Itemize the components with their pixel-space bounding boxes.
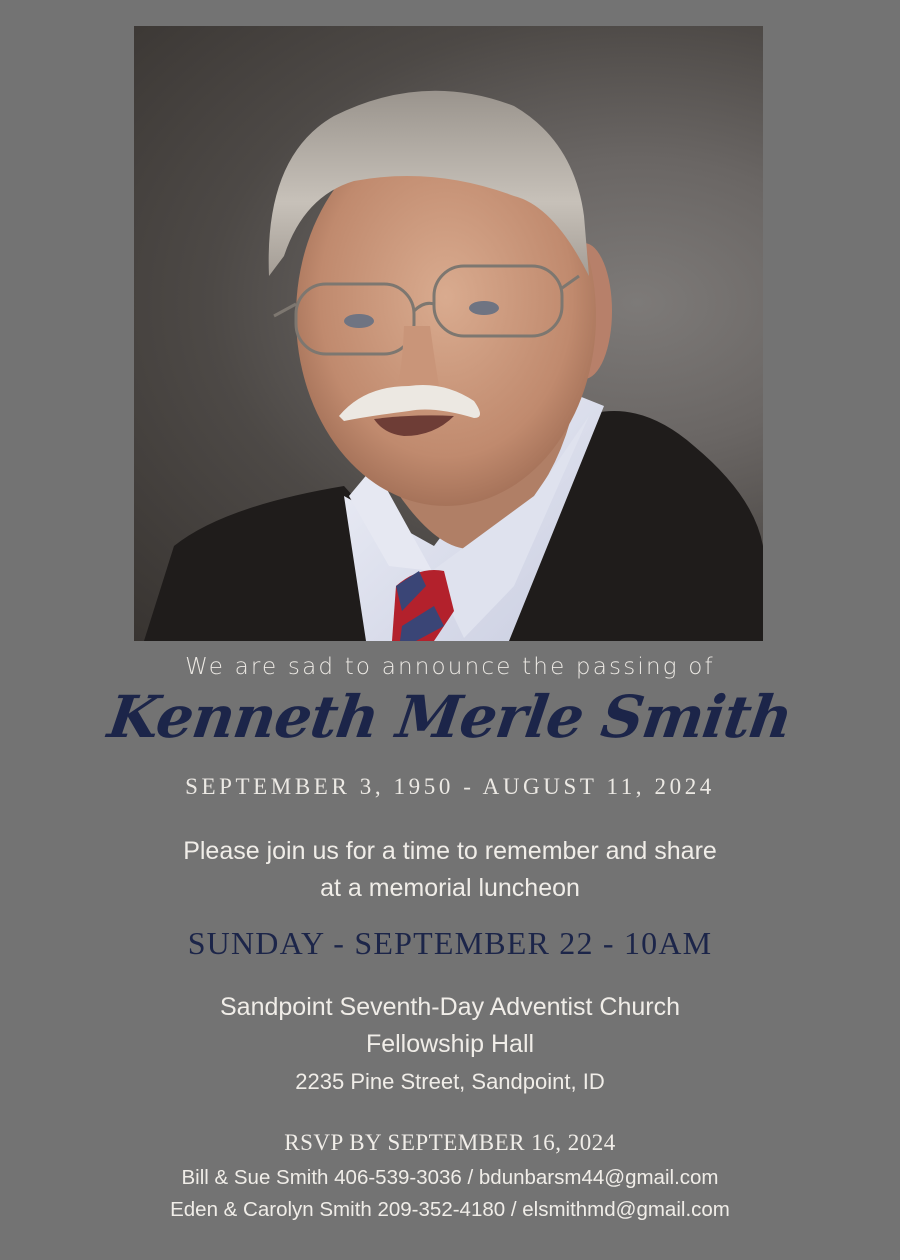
venue-block bbox=[0, 989, 900, 1100]
venue-room: Fellowship Hall bbox=[365, 1030, 535, 1058]
rsvp-heading: RSVP BY SEPTEMBER 16, 2024 bbox=[284, 1130, 616, 1155]
invitation-line-2: at a memorial luncheon bbox=[320, 874, 580, 902]
intro-text: We are sad to announce the passing of bbox=[185, 654, 715, 680]
portrait-illustration bbox=[134, 26, 763, 641]
rsvp-contact-2: Eden & Carolyn Smith 209-352-4180 / elsmithmd@gmail.com bbox=[170, 1198, 730, 1221]
invitation-line-1: Please join us for a time to remember and share bbox=[183, 837, 717, 865]
venue-name: Sandpoint Seventh-Day Adventist Church bbox=[220, 993, 680, 1021]
deceased-name: Kenneth Merle Smith bbox=[103, 683, 797, 751]
rsvp-contacts bbox=[0, 1162, 900, 1226]
venue-address: 2235 Pine Street, Sandpoint, ID bbox=[295, 1069, 605, 1094]
rsvp-contact-1: Bill & Sue Smith 406-539-3036 / bdunbarsm44@gmail.com bbox=[181, 1166, 719, 1189]
portrait-photo bbox=[134, 26, 763, 641]
life-dates: SEPTEMBER 3, 1950 - AUGUST 11, 2024 bbox=[185, 774, 715, 799]
event-datetime: SUNDAY - SEPTEMBER 22 - 10AM bbox=[187, 925, 713, 961]
invitation-text bbox=[0, 833, 900, 907]
